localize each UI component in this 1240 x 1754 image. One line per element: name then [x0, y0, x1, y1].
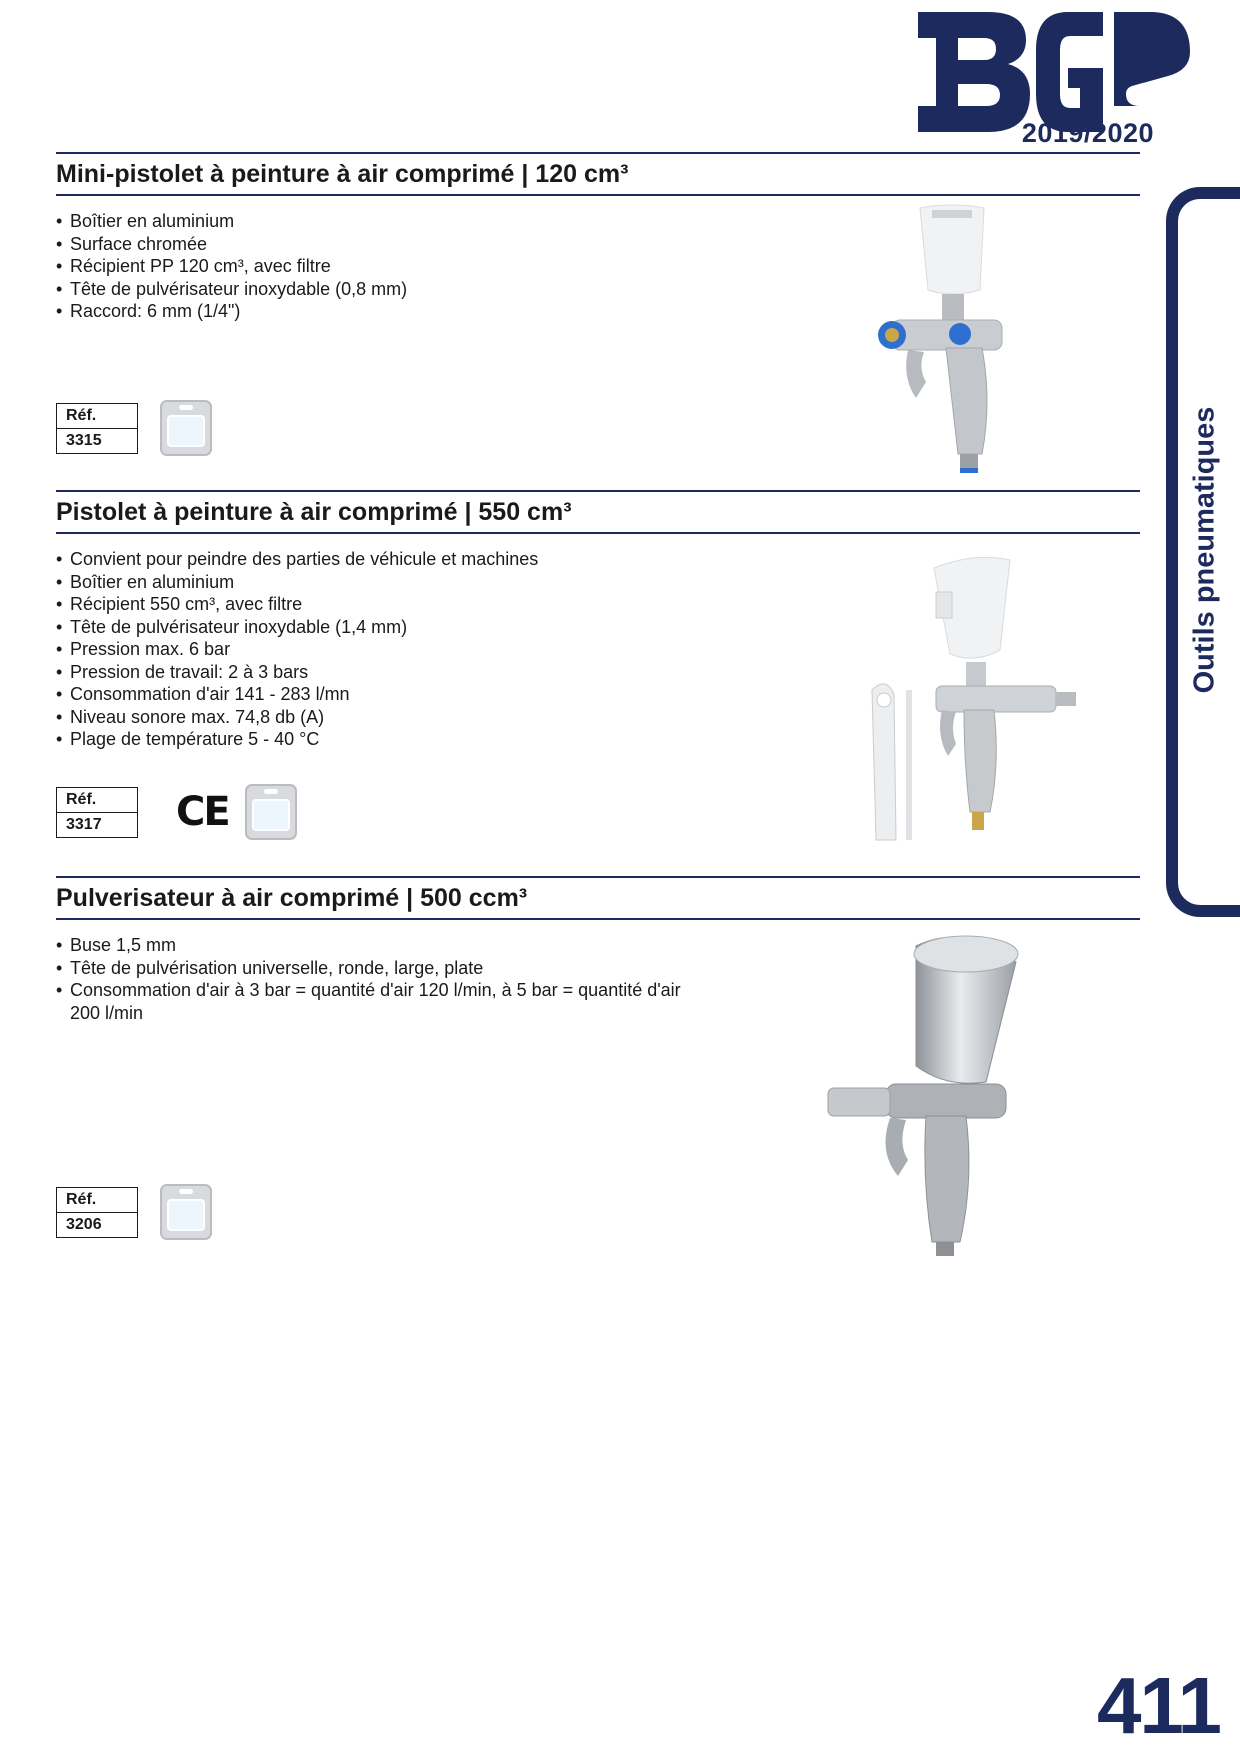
feature-item: • Niveau sonore max. 74,8 db (A)	[56, 706, 696, 729]
catalog-year: 2019/2020	[1021, 118, 1154, 148]
feature-item: • Récipient 550 cm³, avec filtre	[56, 593, 696, 616]
product-section	[56, 152, 1140, 482]
side-tab-label: Outils pneumatiques	[1188, 406, 1221, 694]
feature-item: • Consommation d'air 141 - 283 l/mn	[56, 683, 696, 706]
product-section	[56, 490, 1140, 868]
blister-pack-icon	[245, 784, 297, 840]
ref-number: 3317	[66, 815, 102, 833]
feature-list	[56, 548, 696, 751]
feature-item: • Boîtier en aluminium	[56, 210, 696, 233]
ref-box	[56, 787, 138, 838]
product-title: Mini-pistolet à peinture à air comprimé | 120 cm³	[56, 152, 1140, 196]
blister-pack-icon	[160, 400, 212, 456]
feature-item: • Convient pour peindre des parties de véhicule et machines	[56, 548, 696, 571]
mini-spray-gun-image	[862, 202, 1042, 474]
feature-item: • Surface chromée	[56, 233, 696, 256]
ref-box	[56, 403, 138, 454]
feature-item: • Consommation d'air à 3 bar = quantité d'air 120 l/min, à 5 bar = quantité d'air 200 l/min	[56, 979, 696, 1024]
ref-box	[56, 1187, 138, 1238]
feature-item: • Plage de température 5 - 40 °C	[56, 728, 696, 751]
product-title: Pulverisateur à air comprimé | 500 ccm³	[56, 876, 1140, 920]
ref-number: 3315	[66, 431, 102, 449]
ref-label: Réf.	[57, 404, 137, 429]
bgs-logo-icon	[918, 10, 1198, 135]
blister-pack-icon	[160, 1184, 212, 1240]
spray-gun-with-wrench-image	[824, 550, 1094, 846]
ref-label: Réf.	[57, 1188, 137, 1213]
ref-row	[56, 400, 212, 456]
product-section	[56, 876, 1140, 1276]
ref-label: Réf.	[57, 788, 137, 813]
feature-item: • Pression max. 6 bar	[56, 638, 696, 661]
feature-item: • Récipient PP 120 cm³, avec filtre	[56, 255, 696, 278]
feature-item: • Tête de pulvérisation universelle, ronde, large, plate	[56, 957, 696, 980]
ce-mark: CE	[176, 789, 229, 835]
feature-item: • Boîtier en aluminium	[56, 571, 696, 594]
feature-list	[56, 210, 696, 323]
ref-row	[56, 1184, 212, 1240]
ref-row	[56, 784, 297, 840]
feature-item: • Raccord: 6 mm (1/4")	[56, 300, 696, 323]
feature-item: • Tête de pulvérisateur inoxydable (1,4 mm)	[56, 616, 696, 639]
bgs-logo	[918, 10, 1198, 148]
page-number: 411	[1096, 1661, 1220, 1750]
feature-list	[56, 934, 696, 1024]
feature-item: • Tête de pulvérisateur inoxydable (0,8 mm)	[56, 278, 696, 301]
ref-number: 3206	[66, 1215, 102, 1233]
product-title: Pistolet à peinture à air comprimé | 550 cm³	[56, 490, 1140, 534]
aluminium-spray-gun-image	[816, 926, 1096, 1262]
feature-item: • Pression de travail: 2 à 3 bars	[56, 661, 696, 684]
feature-item: • Buse 1,5 mm	[56, 934, 696, 957]
